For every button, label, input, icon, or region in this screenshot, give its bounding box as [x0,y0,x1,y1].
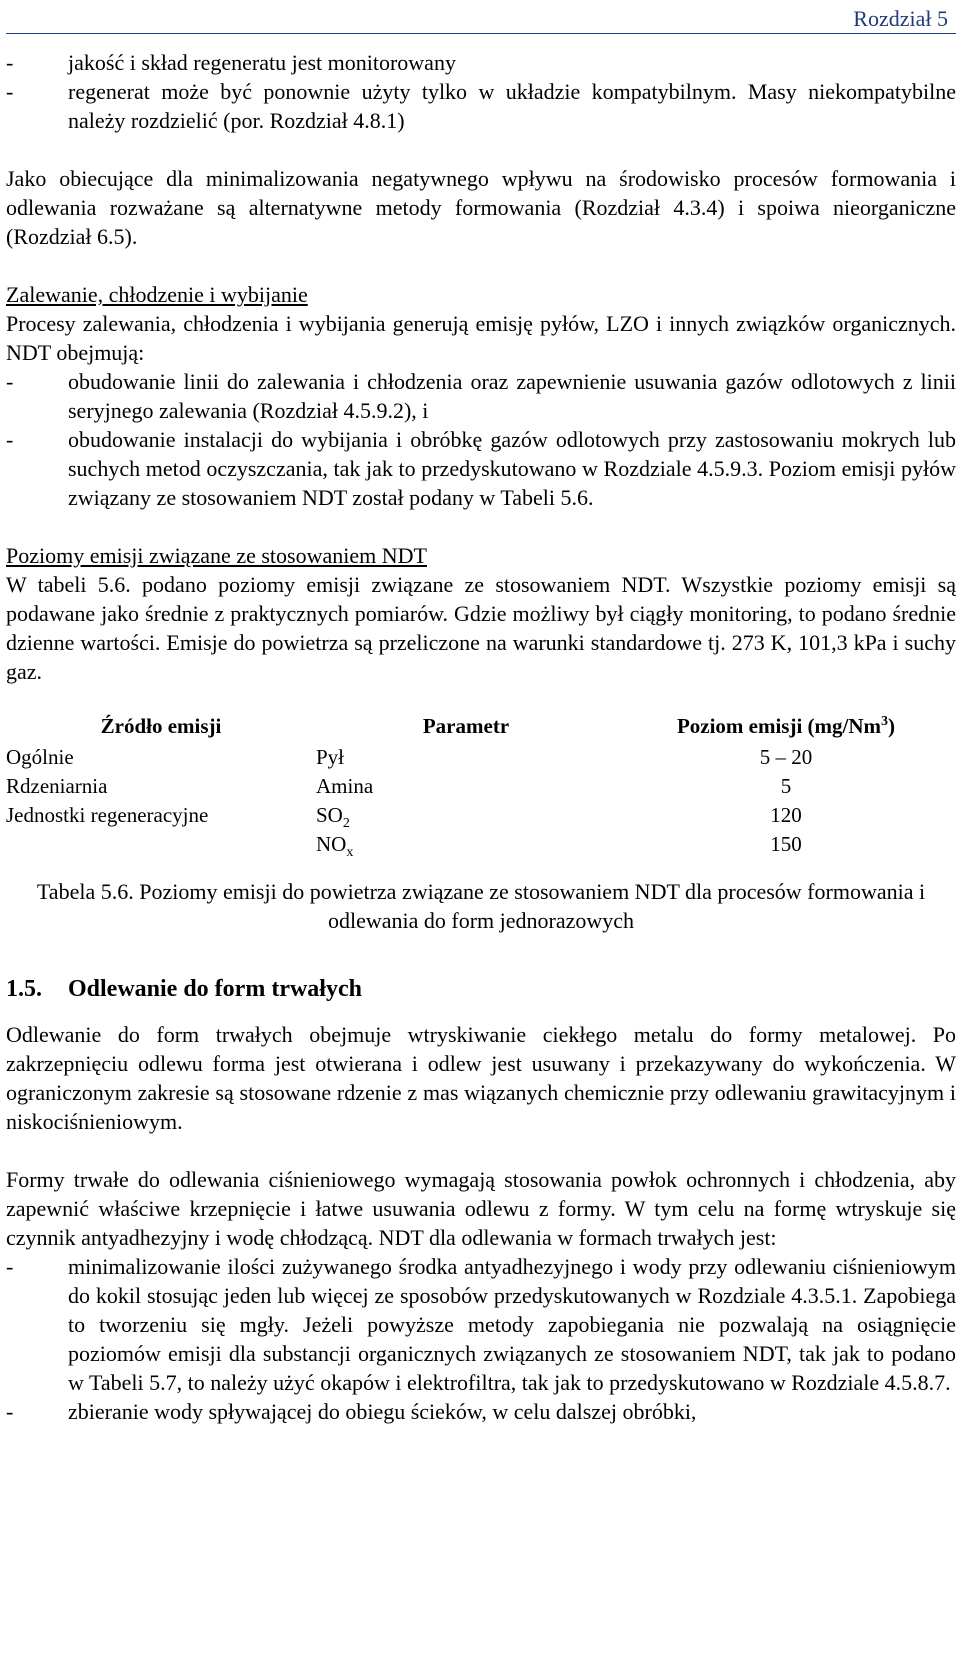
paragraph-pouring: Procesy zalewania, chłodzenia i wybijania generują emisję pyłów, LZO i innych związków organicznych. NDT obejmują: [6,311,956,365]
bullet-dash: - [6,1399,14,1424]
table-row [6,772,956,801]
cell-source [6,830,316,859]
bullet-text: zbieranie wody spływającej do obiegu ścieków, w celu dalszej obróbki, [68,1399,697,1424]
emission-table [6,712,956,859]
header-level: Poziom emisji (mg/Nm$^3$) [676,714,896,738]
bullet-text: regenerat może być ponownie użyty tylko w układzie kompatybilnym. Masy niekompatybilne należy rozdzielić (por. Rozdział 4.8.1) [68,79,956,133]
pouring-bullet [6,367,956,425]
bullet-text: minimalizowanie ilości zużywanego środka antyadhezyjnego i wody przy odlewaniu ciśnieniowym do kokil stosując jeden lub więcej ze sposobów przedyskutowanych w Rozdziale 4.3.5.1. Zapobiega to tworzeniu się mgły. Jeżeli powyższe metody zapobiegania nie pozwalają na osiągnięcie poziomów emisji dla substancji organicznych związanych ze stosowaniem NDT, tak jak to podano w Tabeli 5.7, to należy użyć okapów i elektrofiltra, tak jak to przedyskutowano w Rozdziale 4.5.8.7. [68,1254,956,1395]
cell-source: Jednostki regeneracyjne [6,803,209,827]
section-heading-pouring: Zalewanie, chłodzenie i wybijanie [6,282,308,307]
table-header-row [6,712,956,743]
section-number: 1.5. [6,976,42,1002]
paragraph-permanent-molds-2: Formy trwałe do odlewania ciśnieniowego wymagają stosowania powłok ochronnych i chłodzenia, aby zapewnić właściwe krzepnięcie i łatwe usuwania odlewu z formy. W tym celu na formę wtryskuje się czynnik antyadhezyjny i wodę chłodzącą. NDT dla odlewania w formach trwałych jest: [6,1167,956,1250]
header-rule [6,33,956,34]
table-caption: Tabela 5.6. Poziomy emisji do powietrza związane ze stosowaniem NDT dla procesów formowania i odlewania do form jednorazowych [36,879,926,933]
paragraph-emission-levels: W tabeli 5.6. podano poziomy emisji związane ze stosowaniem NDT. Wszystkie poziomy emisji są podawane jako średnie z praktycznych pomiarów. Gdzie możliwy był ciągły monitoring, to podano średnie dzienne wartości. Emisje do powietrza są przeliczone na warunki standardowe tj. 273 K, 101,3 kPa i suchy gaz. [6,572,956,684]
page-content [6,48,956,1426]
permanent-molds-bullet [6,1397,956,1426]
cell-parameter: Pył [316,745,345,769]
intro-bullet [6,77,956,135]
table-row [6,743,956,772]
bullet-text: jakość i skład regeneratu jest monitorowany [68,50,456,75]
intro-bullet [6,48,956,77]
cell-source: Ogólnie [6,745,74,769]
bullet-dash: - [6,50,14,75]
cell-value: 5 – 20 [759,745,813,769]
cell-parameter: $NO_x$ [316,832,354,861]
cell-value: 150 [770,832,802,856]
cell-source: Rdzeniarnia [6,774,108,798]
bullet-dash: - [6,427,14,452]
table-row [6,830,956,859]
table-row [6,801,956,830]
header-source: Źródło emisji [100,714,222,738]
bullet-dash: - [6,79,14,104]
bullet-dash: - [6,1254,14,1279]
cell-value: 5 [780,774,792,798]
cell-value: 120 [770,803,802,827]
cell-parameter: Amina [316,774,374,798]
bullet-text: obudowanie linii do zalewania i chłodzenia oraz zapewnienie usuwania gazów odlotowych z linii seryjnego zalewania (Rozdział 4.5.9.2), i [68,369,956,423]
permanent-molds-bullet [6,1252,956,1397]
paragraph-permanent-molds-1: Odlewanie do form trwałych obejmuje wtryskiwanie ciekłego metalu do formy metalowej. Po zakrzepnięciu odlewu forma jest otwierana i odlew jest usuwany i przekazywany do wykończenia. W ograniczonym zakresie są stosowane rdzenie z mas wiązanych chemicznie przy odlewaniu grawitacyjnym i niskociśnieniowym. [6,1022,956,1134]
chapter-header: Rozdział 5 [853,6,948,31]
header-parameter: Parametr [422,714,510,738]
paragraph-alternatives: Jako obiecujące dla minimalizowania negatywnego wpływu na środowisko procesów formowania i odlewania rozważane są alternatywne metody formowania (Rozdział 4.3.4) i spoiwa nieorganiczne (Rozdział 6.5). [6,166,956,249]
pouring-bullet [6,425,956,512]
section-heading-emission-levels: Poziomy emisji związane ze stosowaniem NDT [6,543,427,568]
bullet-text: obudowanie instalacji do wybijania i obróbkę gazów odlotowych przy zastosowaniu mokrych lub suchych metod oczyszczania, tak jak to przedyskutowano w Rozdziale 4.5.9.3. Poziom emisji pyłów związany ze stosowaniem NDT został podany w Tabeli 5.6. [68,427,956,510]
section-title: Odlewanie do form trwałych [68,976,362,1002]
section-title-permanent-molds [6,975,956,1004]
bullet-dash: - [6,369,14,394]
cell-parameter: $SO_2$ [316,803,350,832]
